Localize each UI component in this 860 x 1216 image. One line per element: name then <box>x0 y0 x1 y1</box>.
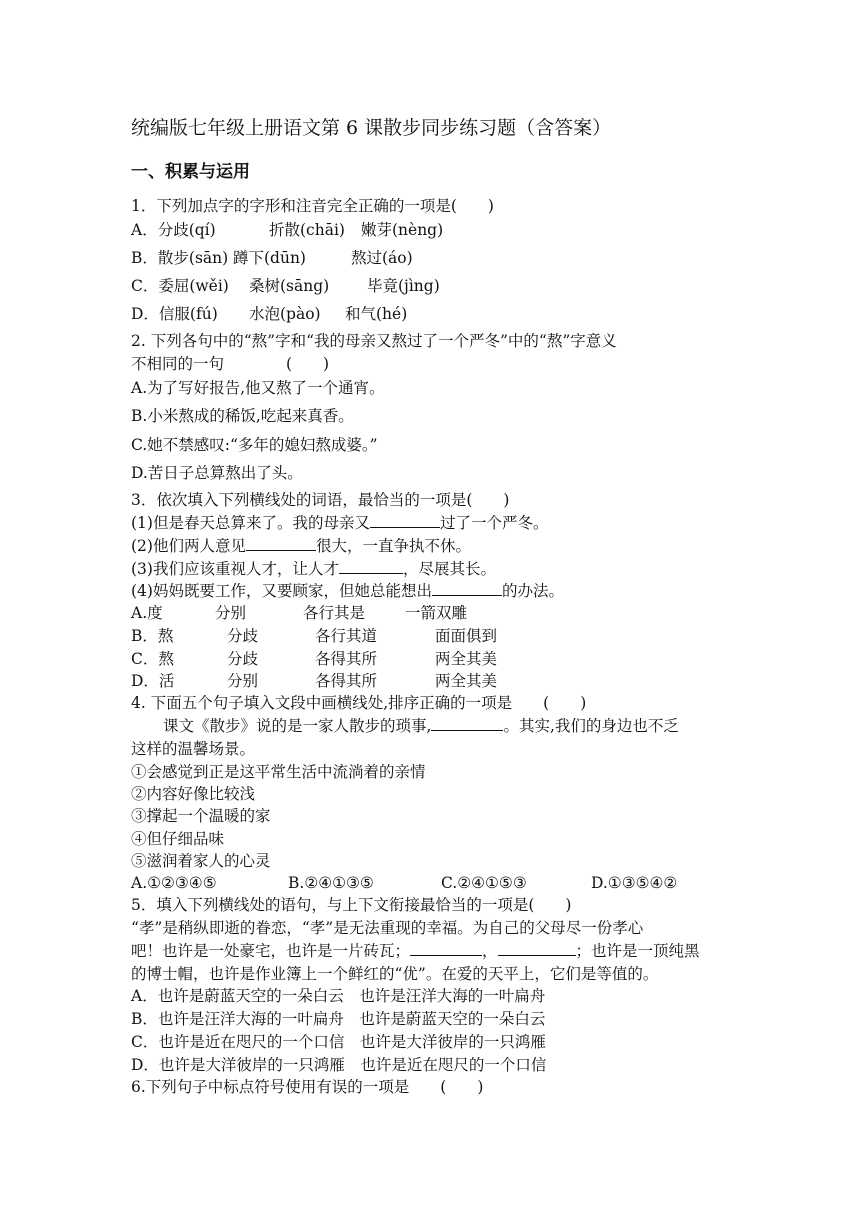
q1-option-a <box>131 220 443 240</box>
q3-item-2 <box>131 536 471 556</box>
q4-options <box>131 873 677 893</box>
q3-item-2-before: (2)他们两人意见 <box>131 537 246 555</box>
q1-option-a-word-3: 嫩芽(nèng) <box>361 221 444 239</box>
q1-stem: 1．下列加点字的字形和注音完全正确的一项是( ) <box>131 197 494 215</box>
q3-item-1-after: 过了一个严冬。 <box>439 514 549 532</box>
q3-item-4-before: (4)妈妈既要工作，又要顾家，但她总能想出 <box>131 582 432 600</box>
q2-option-b: B.小米熬成的稀饭,吃起来真香。 <box>131 407 354 425</box>
q3-option-c-word-4: 两全其美 <box>435 650 498 668</box>
q5-option-d: D．也许是大洋彼岸的一只鸿雁 也许是近在咫尺的一个口信 <box>131 1056 547 1074</box>
q4-passage-after: 。其实,我们的身边也不乏 <box>503 717 679 735</box>
q3-stem: 3．依次填入下列横线处的词语，最恰当的一项是( ) <box>131 491 510 509</box>
q3-option-d-word-3: 各得其所 <box>315 672 378 690</box>
q1-option-b <box>131 248 413 268</box>
q3-blank-1 <box>370 513 440 528</box>
q4-blank <box>431 716 503 731</box>
q3-option-b-word-3: 各行其道 <box>315 627 378 645</box>
q3-item-1-before: (1)但是春天总算来了。我的母亲又 <box>131 514 370 532</box>
q5-passage-part-1: 吧！也许是一处豪宅，也许是一片砖瓦； <box>131 942 411 960</box>
q3-option-c <box>131 649 497 669</box>
q4-passage-line-2: 这样的温馨场景。 <box>131 740 256 758</box>
q1-option-d <box>131 304 407 324</box>
q3-option-a <box>131 603 467 623</box>
q1-option-d-word-3: 和气(hé) <box>345 305 408 323</box>
q3-option-a-word-4: 一箭双雕 <box>405 604 468 622</box>
q1-option-a-word-2: 折散(chāi) <box>269 221 345 239</box>
q4-item-5: ⑤滋润着家人的心灵 <box>131 852 271 870</box>
q1-option-c-word-3: 毕竟(jìng) <box>367 277 440 295</box>
q5-stem: 5．填入下列横线处的语句，与上下文衔接最恰当的一项是( ) <box>131 896 572 914</box>
q5-blank-2 <box>498 941 576 956</box>
q5-option-c: C．也许是近在咫尺的一个口信 也许是大洋彼岸的一只鸿雁 <box>131 1033 546 1051</box>
q4-option-b: B.②④①③⑤ <box>288 874 374 892</box>
q3-option-c-word-3: 各得其所 <box>315 650 378 668</box>
q5-passage-part-2: ， <box>482 942 498 960</box>
q3-item-3-after: ，尽展其长。 <box>402 560 496 578</box>
q1-option-c-word-1: C．委屈(wěi) <box>131 277 229 295</box>
q5-option-b: B．也许是汪洋大海的一叶扁舟 也许是蔚蓝天空的一朵白云 <box>131 1010 546 1028</box>
q4-option-d: D.①③⑤④② <box>591 874 678 892</box>
document-title: 统编版七年级上册语文第 6 课散步同步练习题（含答案） <box>131 117 612 139</box>
q2-stem-line-1: 2. 下列各句中的“熬”字和“我的母亲又熬过了一个严冬”中的“熬”字意义 <box>131 332 617 350</box>
q6-stem: 6.下列句子中标点符号使用有误的一项是 ( ) <box>131 1078 484 1096</box>
q3-item-4 <box>131 581 564 601</box>
q1-option-b-word-3: 熬过(áo) <box>351 249 413 267</box>
q3-item-1 <box>131 513 548 533</box>
q3-option-d-word-2: 分别 <box>227 672 259 690</box>
q3-option-d-word-4: 两全其美 <box>435 672 498 690</box>
q3-option-b-word-2: 分歧 <box>227 627 259 645</box>
q3-blank-2 <box>246 536 316 551</box>
q3-item-4-after: 的办法。 <box>501 582 564 600</box>
q4-stem: 4. 下面五个句子填入文段中画横线处,排序正确的一项是 ( ) <box>131 694 587 712</box>
q3-option-b <box>131 626 497 646</box>
q3-blank-4 <box>432 581 502 596</box>
q4-option-c: C.②④①⑤③ <box>441 874 527 892</box>
q3-option-a-word-3: 各行其是 <box>303 604 366 622</box>
q3-option-a-word-2: 分别 <box>215 604 247 622</box>
q3-option-a-word-1: A.度 <box>131 604 163 622</box>
q2-stem-line-2: 不相同的一句 ( ) <box>131 355 330 373</box>
q5-passage-line-1: “孝”是稍纵即逝的眷恋，“孝”是无法重现的幸福。为自己的父母尽一份孝心 <box>131 919 644 937</box>
q4-passage-before: 课文《散步》说的是一家人散步的琐事, <box>163 717 432 735</box>
q1-option-b-word-2: 蹲下(dūn) <box>233 249 306 267</box>
q3-item-2-after: 很大，一直争执不休。 <box>315 537 471 555</box>
q4-item-3: ③撑起一个温暖的家 <box>131 807 271 825</box>
q1-option-c-word-2: 桑树(sāng) <box>249 277 330 295</box>
section-heading: 一、积累与运用 <box>131 162 250 182</box>
q3-option-b-word-4: 面面俱到 <box>435 627 498 645</box>
q5-option-a: A．也许是蔚蓝天空的一朵白云 也许是汪洋大海的一叶扁舟 <box>131 987 546 1005</box>
q2-option-a: A.为了写好报告,他又熬了一个通宵。 <box>131 379 385 397</box>
q3-option-d-word-1: D．活 <box>131 672 175 690</box>
q4-item-1: ①会感觉到正是这平常生活中流淌着的亲情 <box>131 763 426 781</box>
q1-option-a-word-1: A．分歧(qí) <box>131 221 216 239</box>
q3-blank-3 <box>339 559 403 574</box>
q5-passage-line-3: 的博士帽，也许是作业簿上一个鲜红的“优”。在爱的天平上，它们是等值的。 <box>131 965 659 983</box>
q4-item-2: ②内容好像比较浅 <box>131 785 256 803</box>
q4-item-4: ④但仔细品味 <box>131 830 225 848</box>
q5-passage-line-2 <box>131 941 700 961</box>
q3-item-3 <box>131 559 496 579</box>
q5-passage-part-3: ；也许是一顶纯黑 <box>575 942 700 960</box>
q1-option-d-word-2: 水泡(pào) <box>249 305 321 323</box>
q3-option-c-word-1: C．熬 <box>131 650 174 668</box>
q3-option-c-word-2: 分歧 <box>227 650 259 668</box>
q5-blank-1 <box>410 941 482 956</box>
q3-option-b-word-1: B．熬 <box>131 627 174 645</box>
q1-option-b-word-1: B．散步(sān) <box>131 249 229 267</box>
q1-option-d-word-1: D．信服(fú) <box>131 305 218 323</box>
q1-option-c <box>131 276 440 296</box>
q3-option-d <box>131 671 497 691</box>
q2-option-d: D.苦日子总算熬出了头。 <box>131 464 303 482</box>
q3-item-3-before: (3)我们应该重视人才，让人才 <box>131 560 339 578</box>
q2-option-c: C.她不禁感叹:“多年的媳妇熬成婆。” <box>131 436 378 454</box>
q4-passage-line-1 <box>163 716 679 736</box>
q4-option-a: A.①②③④⑤ <box>131 874 217 892</box>
